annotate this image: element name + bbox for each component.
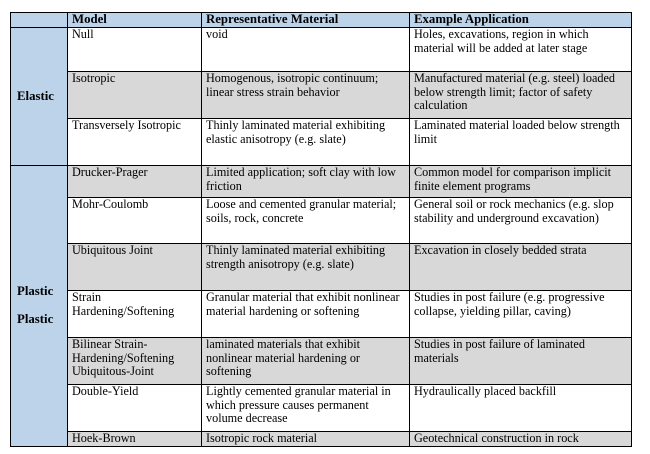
model-cell: Ubiquitous Joint	[68, 244, 202, 291]
material-cell: void	[202, 28, 410, 72]
material-cell: Lightly cemented granular material in which pressure causes permanent volume decrease	[202, 385, 410, 432]
header-example-application: Example Application	[410, 13, 632, 28]
table-row	[11, 119, 632, 166]
material-cell: Granular material that exhibit nonlinear material hardening or softening	[202, 291, 410, 338]
table-row	[11, 291, 632, 338]
table-row	[11, 72, 632, 119]
material-cell: Isotropic rock material	[202, 432, 410, 447]
group-label-text: Plastic	[17, 312, 54, 326]
material-cell: Homogenous, isotropic continuum; linear stress strain behavior	[202, 72, 410, 119]
table-row	[11, 166, 632, 198]
header-representative-material: Representative Material	[202, 13, 410, 28]
group-label-elastic	[11, 28, 68, 166]
material-cell: Thinly laminated material exhibiting strength anisotropy (e.g. slate)	[202, 244, 410, 291]
material-cell: Thinly laminated material exhibiting elastic anisotropy (e.g. slate)	[202, 119, 410, 166]
group-label-text: Plastic	[17, 284, 54, 299]
application-cell: Manufactured material (e.g. steel) loaded below strength limit; factor of safety calculation	[410, 72, 632, 119]
application-cell: Studies in post failure of laminated materials	[410, 338, 632, 385]
model-cell: Null	[68, 28, 202, 72]
group-label-text: Elastic	[17, 88, 54, 103]
model-table-container	[10, 12, 631, 447]
header-group-cell	[11, 13, 68, 28]
model-cell: Mohr-Coulomb	[68, 198, 202, 244]
material-cell: laminated materials that exhibit nonlinear material hardening or softening	[202, 338, 410, 385]
table-row	[11, 28, 632, 72]
header-model: Model	[68, 13, 202, 28]
model-cell: Hoek-Brown	[68, 432, 202, 447]
application-cell: Common model for comparison implicit finite element programs	[410, 166, 632, 198]
table-row	[11, 432, 632, 447]
application-cell: Excavation in closely bedded strata	[410, 244, 632, 291]
application-cell: Studies in post failure (e.g. progressive collapse, yielding pillar, caving)	[410, 291, 632, 338]
table-header-row	[11, 13, 632, 28]
table-row	[11, 198, 632, 244]
constitutive-model-table	[10, 12, 632, 447]
model-cell: Strain Hardening/Softening	[68, 291, 202, 338]
material-cell: Limited application; soft clay with low friction	[202, 166, 410, 198]
table-row	[11, 338, 632, 385]
table-row	[11, 385, 632, 432]
table-row	[11, 244, 632, 291]
model-cell: Drucker-Prager	[68, 166, 202, 198]
application-cell: Geotechnical construction in rock	[410, 432, 632, 447]
application-cell: Hydraulically placed backfill	[410, 385, 632, 432]
application-cell: Laminated material loaded below strength limit	[410, 119, 632, 166]
application-cell: General soil or rock mechanics (e.g. slop stability and underground excavation)	[410, 198, 632, 244]
model-cell: Isotropic	[68, 72, 202, 119]
application-cell: Holes, excavations, region in which material will be added at later stage	[410, 28, 632, 72]
model-cell: Bilinear Strain-Hardening/Softening Ubiquitous-Joint	[68, 338, 202, 385]
model-cell: Transversely Isotropic	[68, 119, 202, 166]
material-cell: Loose and cemented granular material; soils, rock, concrete	[202, 198, 410, 244]
model-cell: Double-Yield	[68, 385, 202, 432]
group-label-plastic	[11, 166, 68, 447]
